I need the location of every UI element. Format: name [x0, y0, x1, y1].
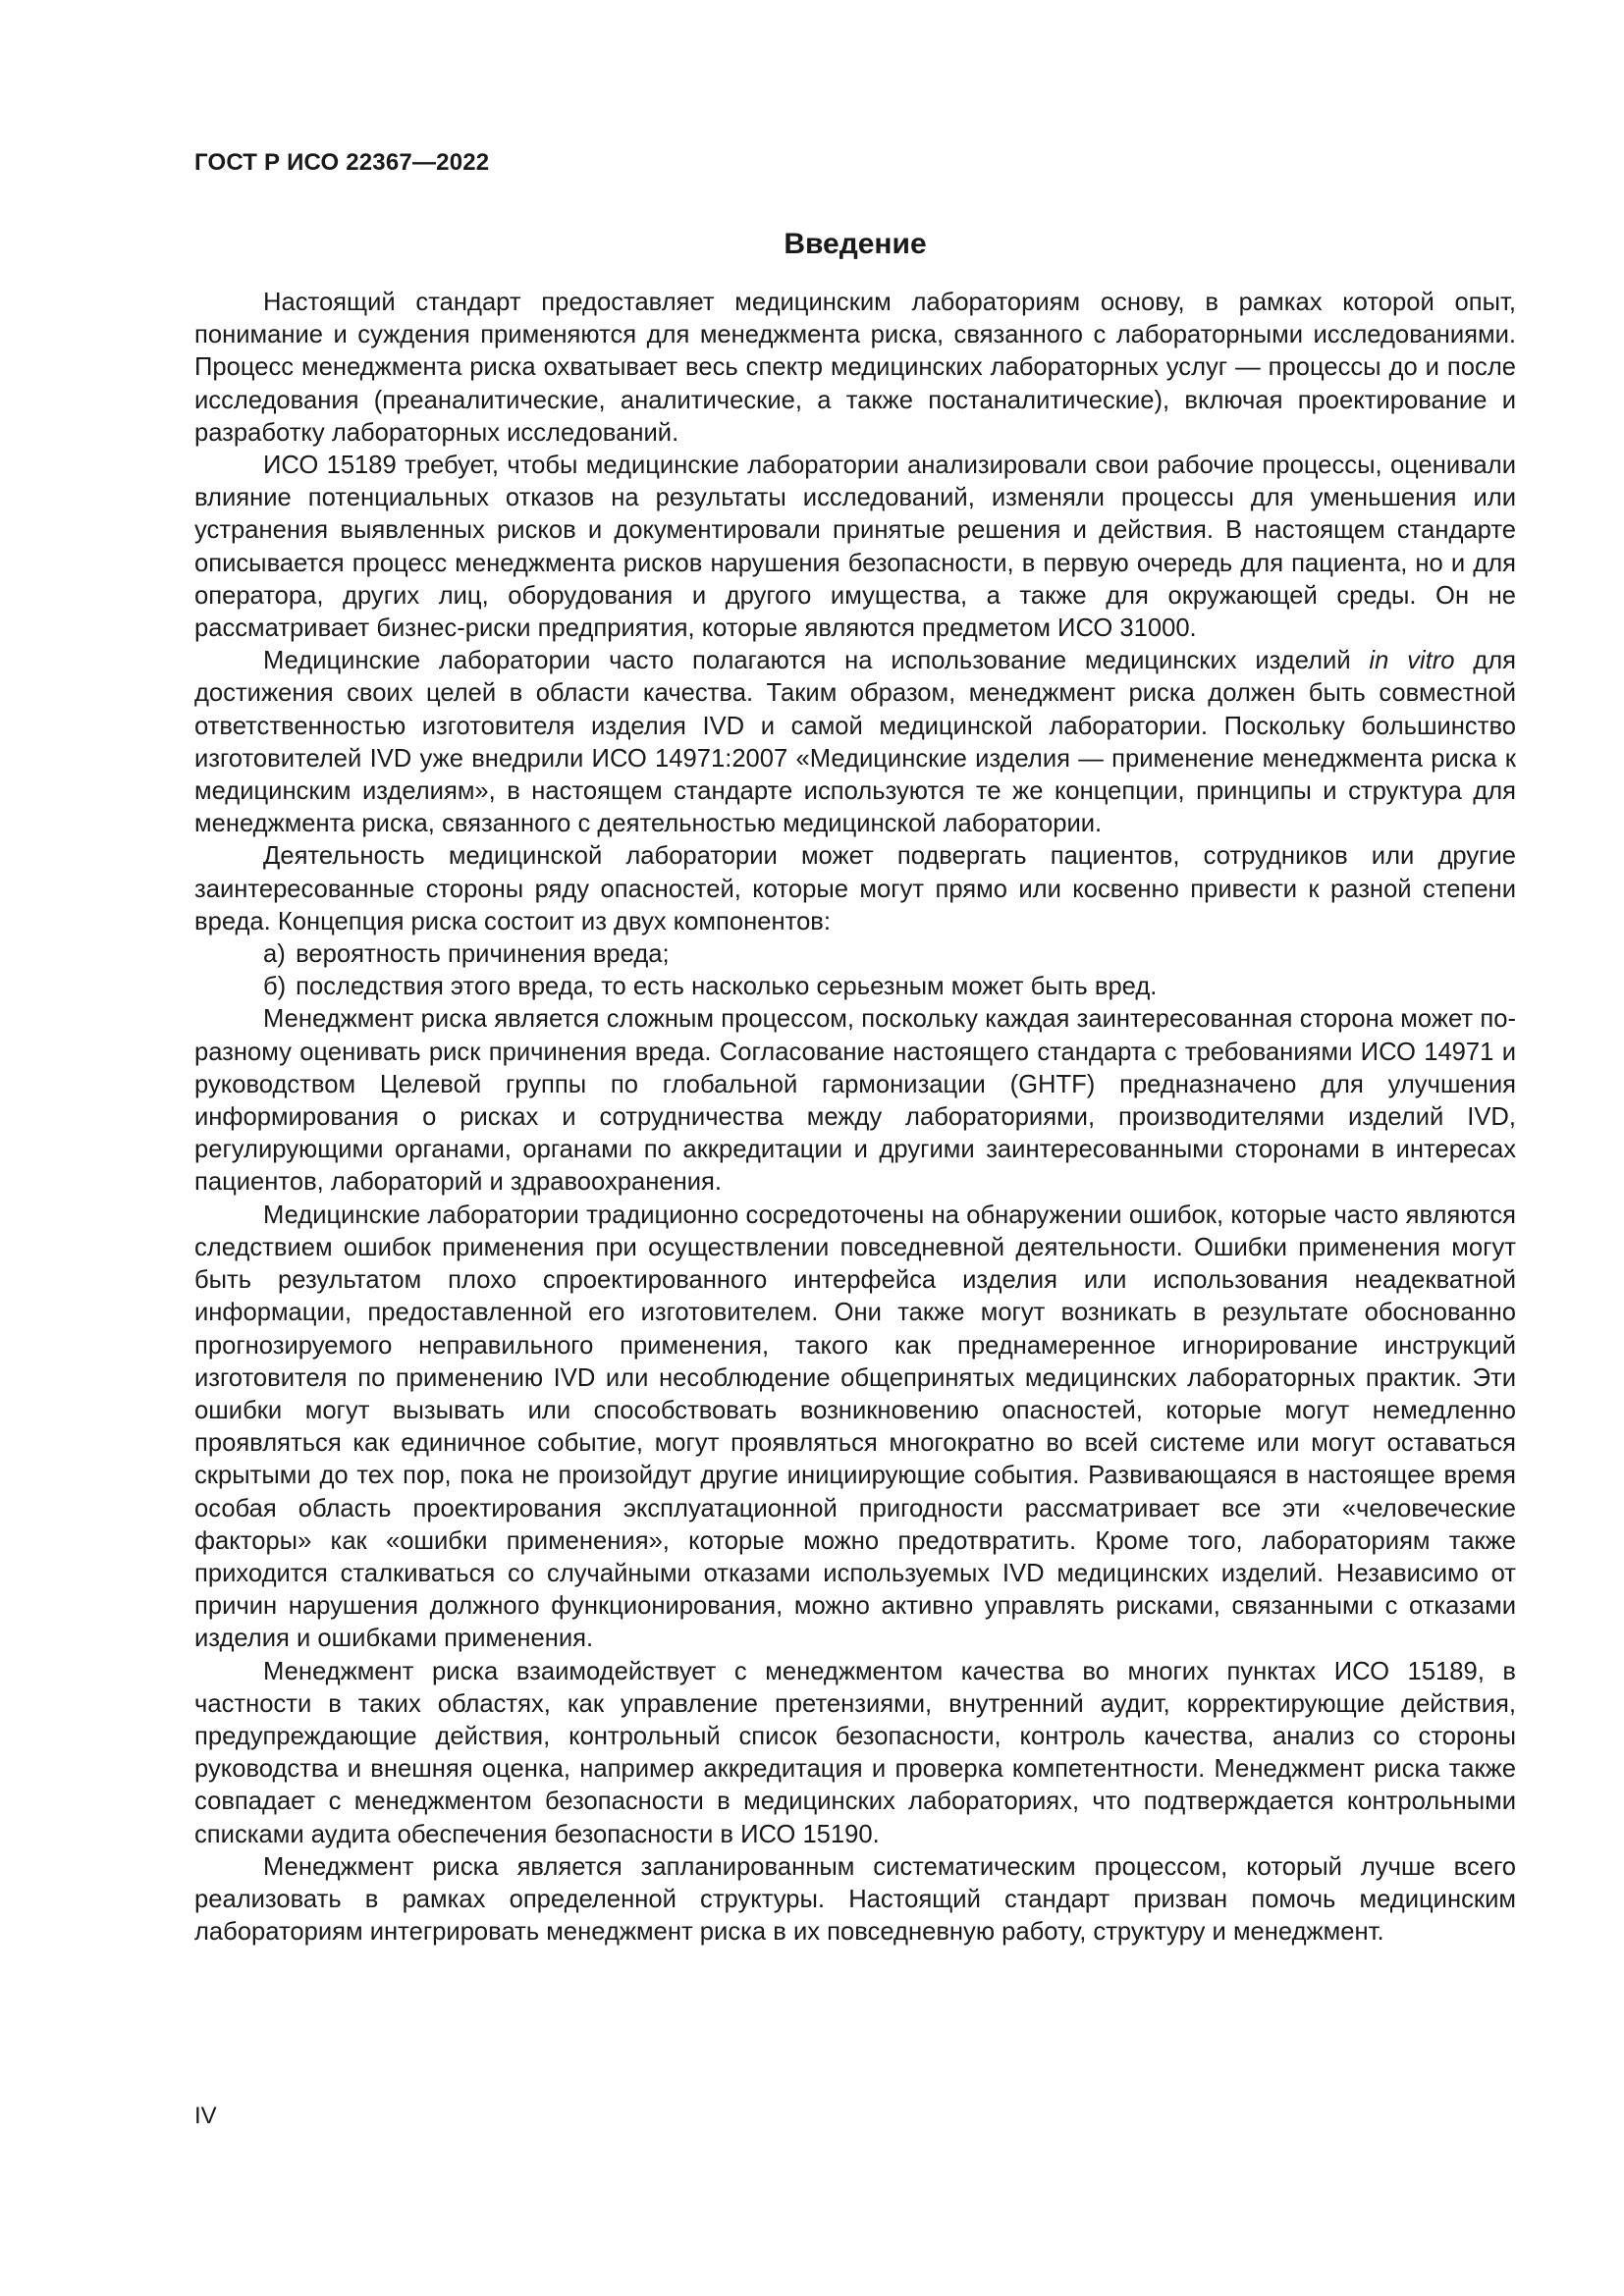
list-item	[194, 971, 1516, 1003]
paragraph-6: Медицинские лаборатории традиционно сосредоточены на обнаружении ошибок, которые часто являются следствием ошибок применения при осуществлении повседневной деятельности. Ошибки применения могут быть результатом плохо спроектированного интерфейса изделия или использования неадекватной информации, предоставленной его изготовителем. Они также могут возникать в результате обоснованно прогнозируемого неправильного применения, такого как преднамеренное игнорирование инструкций изготовителя по применению IVD или несоблюдение общепринятых медицинских лабораторных практик. Эти ошибки могут вызывать или способствовать возникновению опасностей, которые могут немедленно проявляться как единичное событие, могут проявляться многократно во всей системе или могут оставаться скрытыми до тех пор, пока не произойдут другие инициирующие события. Развивающаяся в настоящее время особая область проектирования эксплуатационной пригодности рассматривает все эти «человеческие факторы» как «ошибки применения», которые можно предотвратить. Кроме того, лабораториям также приходится сталкиваться со случайными отказами используемых IVD медицинских изделий. Независимо от причин нарушения должного функционирования, можно активно управлять рисками, связанными с отказами изделия и ошибками применения.	[194, 1201, 1516, 1653]
paragraph-3-text-end: для достижения своих целей в области качества. Таким образом, менеджмент риска должен быть совместной ответственностью изготовителя изделия IVD и самой медицинской лаборатории. Поскольку большинство изготовителей IVD уже внедрили ИСО 14971:2007 «Медицинские изделия — применение менеджмента риска к медицинским изделиям», в настоящем стандарте используются те же концепции, принципы и структура для менеджмента риска, связанного с деятельностью медицинской лаборатории.	[194, 647, 1516, 838]
list-marker: б)	[263, 973, 287, 1001]
document-code-header: ГОСТ Р ИСО 22367—2022	[194, 149, 490, 176]
list-marker: а)	[263, 940, 286, 969]
paragraph-7: Менеджмент риска взаимодействует с менеджментом качества во многих пунктах ИСО 15189, в частности в таких областях, как управление претензиями, внутренний аудит, корректирующие действия, предупреждающие действия, контрольный список безопасности, контроль качества, анализ со стороны руководства и внешняя оценка, например аккредитация и проверка компетентности. Менеджмент риска также совпадает с менеджментом безопасности в медицинских лабораториях, что подтверждается контрольными списками аудита обеспечения безопасности в ИСО 15190.	[194, 1657, 1516, 1848]
paragraph-2: ИСО 15189 требует, чтобы медицинские лаборатории анализировали свои рабочие процессы, оценивали влияние потенциальных отказов на результаты исследований, изменяли процессы для уменьшения или устранения выявленных рисков и документировали принятые решения и действия. В настоящем стандарте описывается процесс менеджмента рисков нарушения безопасности, в первую очередь для пациента, но и для оператора, других лиц, оборудования и другого имущества, а также для окружающей среды. Он не рассматривает бизнес-риски предприятия, которые являются предметом ИСО 31000.	[194, 452, 1516, 643]
paragraph-5: Менеджмент риска является сложным процессом, поскольку каждая заинтересованная сторона может по-разному оценивать риск причинения вреда. Согласование настоящего стандарта с требованиями ИСО 14971 и руководством Целевой группы по глобальной гармонизации (GHTF) предназначено для улучшения информирования о рисках и сотрудничества между лабораториями, производителями изделий IVD, регулирующими органами, органами по аккредитации и другими заинтересованными сторонами в интересах пациентов, лабораторий и здравоохранения.	[194, 1005, 1516, 1197]
paragraph-8: Менеджмент риска является запланированным систематическим процессом, который лучше всего реализовать в рамках определенной структуры. Настоящий стандарт призван помочь медицинским лабораториям интегрировать менеджмент риска в их повседневную работу, структуру и менеджмент.	[194, 1852, 1516, 1947]
list-item-text: последствия этого вреда, то есть насколько серьезным может быть вред.	[296, 973, 1158, 1001]
list-item-text: вероятность причинения вреда;	[296, 940, 670, 969]
paragraph-4: Деятельность медицинской лаборатории может подвергать пациентов, сотрудников или другие заинтересованные стороны ряду опасностей, которые могут прямо или косвенно привести к разной степени вреда. Концепция риска состоит из двух компонентов:	[194, 842, 1516, 935]
page-number: IV	[194, 2103, 217, 2129]
body-text	[194, 287, 1516, 1949]
list-item	[194, 938, 1516, 971]
italic-term: in vitro	[1369, 647, 1455, 675]
paragraph-1: Настоящий стандарт предоставляет медицинским лабораториям основу, в рамках которой опыт, понимание и суждения применяются для менеджмента риска, связанного с лабораторными исследованиями. Процесс менеджмента риска охватывает весь спектр медицинских лабораторных услуг — процессы до и после исследования (преаналитические, аналитические, а также постаналитические), включая проектирование и разработку лабораторных исследований.	[194, 289, 1516, 447]
paragraph-3-text-start: Медицинские лаборатории часто полагаются на использование медицинских изделий	[263, 647, 1370, 675]
section-title: Введение	[784, 228, 927, 260]
paragraph-3	[194, 645, 1516, 840]
